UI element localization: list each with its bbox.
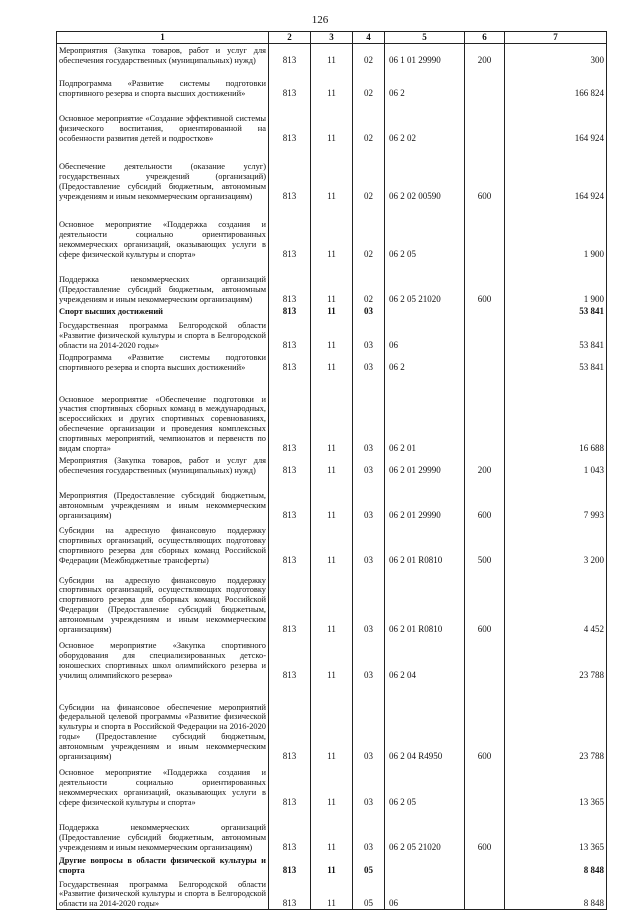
subsection-code: 03 xyxy=(353,305,385,317)
column-header: 4 xyxy=(353,32,385,44)
column-header: 5 xyxy=(385,32,465,44)
table-row xyxy=(57,373,607,454)
admin-code: 813 xyxy=(269,305,311,317)
expense-type-code xyxy=(465,305,505,317)
target-article-code: 06 2 04 R4950 xyxy=(385,681,465,762)
table-row xyxy=(57,681,607,762)
row-name: Поддержка некоммерческих организаций (Предоставление субсидий бюджетным, автономным учреждениям и иным некоммерческим организациям) xyxy=(57,260,269,305)
expense-type-code: 200 xyxy=(465,454,505,476)
amount: 53 841 xyxy=(505,305,607,317)
row-name: Субсидии на адресную финансовую поддержку спортивных организаций, осуществляющих подготовку спортивного резерва для сборных команд Российской Федерации (Предоставление субсидий бюджетным, автономным учреждениям и иным некоммерческим организациям) xyxy=(57,566,269,635)
subsection-code: 03 xyxy=(353,566,385,635)
row-name: Мероприятия (Предоставление субсидий бюджетным, автономным учреждениям и иным некоммерческим организациям) xyxy=(57,476,269,521)
column-number-row xyxy=(57,32,607,44)
column-header: 3 xyxy=(311,32,353,44)
section-code: 11 xyxy=(311,876,353,910)
section-code: 11 xyxy=(311,808,353,853)
section-code: 11 xyxy=(311,566,353,635)
admin-code: 813 xyxy=(269,44,311,66)
target-article-code: 06 2 05 xyxy=(385,202,465,260)
section-code: 11 xyxy=(311,202,353,260)
admin-code: 813 xyxy=(269,317,311,351)
table-row xyxy=(57,566,607,635)
table-row xyxy=(57,853,607,876)
target-article-code: 06 2 05 21020 xyxy=(385,260,465,305)
amount: 13 365 xyxy=(505,808,607,853)
table-row xyxy=(57,305,607,317)
row-name: Основное мероприятие «Закупка спортивного оборудования для специализированных детско-юношеских спортивных школ олимпийского резерва и училищ олимпийского резерва» xyxy=(57,635,269,681)
amount: 4 452 xyxy=(505,566,607,635)
section-code: 11 xyxy=(311,99,353,144)
subsection-code: 03 xyxy=(353,476,385,521)
expense-type-code: 600 xyxy=(465,681,505,762)
expense-type-code: 600 xyxy=(465,808,505,853)
row-name: Поддержка некоммерческих организаций (Предоставление субсидий бюджетным, автономным учреждениям и иным некоммерческим организациям) xyxy=(57,808,269,853)
amount: 8 848 xyxy=(505,876,607,910)
target-article-code: 06 2 xyxy=(385,66,465,99)
table-row xyxy=(57,99,607,144)
subsection-code: 03 xyxy=(353,808,385,853)
target-article-code: 06 2 05 xyxy=(385,762,465,808)
section-code: 11 xyxy=(311,681,353,762)
table-row xyxy=(57,476,607,521)
admin-code: 813 xyxy=(269,476,311,521)
admin-code: 813 xyxy=(269,144,311,202)
expense-type-code xyxy=(465,202,505,260)
target-article-code: 06 2 02 00590 xyxy=(385,144,465,202)
section-code: 11 xyxy=(311,317,353,351)
expense-type-code: 600 xyxy=(465,260,505,305)
amount: 1 043 xyxy=(505,454,607,476)
row-name: Подпрограмма «Развитие системы подготовки спортивного резерва и спорта высших достижений» xyxy=(57,351,269,373)
subsection-code: 02 xyxy=(353,144,385,202)
table-row xyxy=(57,260,607,305)
target-article-code: 06 2 01 29990 xyxy=(385,476,465,521)
row-name: Субсидии на финансовое обеспечение мероприятий федеральной целевой программы «Развитие физической культуры и спорта в Российской Федерации на 2016-2020 годы» (Предоставление субсидий бюджетным, автономным учреждениям и иным некоммерческим организациям) xyxy=(57,681,269,762)
target-article-code: 06 1 01 29990 xyxy=(385,44,465,66)
expense-type-code xyxy=(465,317,505,351)
admin-code: 813 xyxy=(269,260,311,305)
table-row xyxy=(57,454,607,476)
admin-code: 813 xyxy=(269,521,311,566)
expense-type-code: 500 xyxy=(465,521,505,566)
expense-type-code xyxy=(465,762,505,808)
target-article-code xyxy=(385,305,465,317)
section-code: 11 xyxy=(311,260,353,305)
target-article-code: 06 2 01 29990 xyxy=(385,454,465,476)
row-name: Основное мероприятие «Обеспечение подготовки и участия спортивных сборных команд в международных, всероссийских и других спортивных соревнованиях, обеспечение организации и проведения комплексных спортивных мероприятий, чемпионатов и первенств по видам спорта» xyxy=(57,373,269,454)
column-header: 6 xyxy=(465,32,505,44)
row-name: Другие вопросы в области физической культуры и спорта xyxy=(57,853,269,876)
row-name: Мероприятия (Закупка товаров, работ и услуг для обеспечения государственных (муниципальных) нужд) xyxy=(57,454,269,476)
admin-code: 813 xyxy=(269,635,311,681)
table-row xyxy=(57,144,607,202)
admin-code: 813 xyxy=(269,202,311,260)
admin-code: 813 xyxy=(269,876,311,910)
subsection-code: 03 xyxy=(353,454,385,476)
amount: 1 900 xyxy=(505,202,607,260)
row-name: Основное мероприятие «Поддержка создания и деятельности социально ориентированных некоммерческих организаций, оказывающих услуги в сфере физической культуры и спорта» xyxy=(57,202,269,260)
subsection-code: 03 xyxy=(353,681,385,762)
expense-type-code: 600 xyxy=(465,566,505,635)
target-article-code: 06 2 04 xyxy=(385,635,465,681)
amount: 13 365 xyxy=(505,762,607,808)
admin-code: 813 xyxy=(269,566,311,635)
budget-table xyxy=(56,31,607,910)
target-article-code: 06 xyxy=(385,876,465,910)
target-article-code: 06 2 01 R0810 xyxy=(385,566,465,635)
subsection-code: 03 xyxy=(353,762,385,808)
amount: 53 841 xyxy=(505,317,607,351)
amount: 23 788 xyxy=(505,635,607,681)
expense-type-code xyxy=(465,876,505,910)
row-name: Подпрограмма «Развитие системы подготовки спортивного резерва и спорта высших достижений» xyxy=(57,66,269,99)
section-code: 11 xyxy=(311,351,353,373)
amount: 164 924 xyxy=(505,144,607,202)
subsection-code: 02 xyxy=(353,99,385,144)
admin-code: 813 xyxy=(269,762,311,808)
admin-code: 813 xyxy=(269,681,311,762)
table-row xyxy=(57,762,607,808)
table-row xyxy=(57,66,607,99)
section-code: 11 xyxy=(311,762,353,808)
expense-type-code: 600 xyxy=(465,144,505,202)
section-code: 11 xyxy=(311,66,353,99)
table-row xyxy=(57,44,607,66)
amount: 7 993 xyxy=(505,476,607,521)
amount: 1 900 xyxy=(505,260,607,305)
row-name: Государственная программа Белгородской области «Развитие физической культуры и спорта в Белгородской области на 2014-2020 годы» xyxy=(57,317,269,351)
admin-code: 813 xyxy=(269,853,311,876)
target-article-code: 06 2 xyxy=(385,351,465,373)
page-number: 126 xyxy=(311,14,329,26)
subsection-code: 03 xyxy=(353,317,385,351)
subsection-code: 05 xyxy=(353,853,385,876)
expense-type-code xyxy=(465,373,505,454)
row-name: Субсидии на адресную финансовую поддержку спортивных организаций, осуществляющих подготовку спортивного резерва для сборных команд Российской Федерации (Межбюджетные трансферты) xyxy=(57,521,269,566)
section-code: 11 xyxy=(311,373,353,454)
admin-code: 813 xyxy=(269,99,311,144)
amount: 300 xyxy=(505,44,607,66)
target-article-code xyxy=(385,853,465,876)
table-row xyxy=(57,876,607,910)
admin-code: 813 xyxy=(269,454,311,476)
table-row xyxy=(57,635,607,681)
subsection-code: 03 xyxy=(353,521,385,566)
amount: 166 824 xyxy=(505,66,607,99)
admin-code: 813 xyxy=(269,351,311,373)
section-code: 11 xyxy=(311,454,353,476)
row-name: Мероприятия (Закупка товаров, работ и услуг для обеспечения государственных (муниципальных) нужд) xyxy=(57,44,269,66)
amount: 3 200 xyxy=(505,521,607,566)
subsection-code: 02 xyxy=(353,66,385,99)
subsection-code: 03 xyxy=(353,635,385,681)
section-code: 11 xyxy=(311,635,353,681)
row-name: Основное мероприятие «Создание эффективной системы физического воспитания, ориентированной на особенности развития детей и подростков» xyxy=(57,99,269,144)
row-name: Государственная программа Белгородской области «Развитие физической культуры и спорта в Белгородской области на 2014-2020 годы» xyxy=(57,876,269,910)
section-code: 11 xyxy=(311,853,353,876)
subsection-code: 03 xyxy=(353,351,385,373)
table-row xyxy=(57,808,607,853)
expense-type-code xyxy=(465,635,505,681)
expense-type-code xyxy=(465,853,505,876)
row-name: Спорт высших достижений xyxy=(57,305,269,317)
expense-type-code xyxy=(465,351,505,373)
amount: 16 688 xyxy=(505,373,607,454)
subsection-code: 05 xyxy=(353,876,385,910)
column-header: 2 xyxy=(269,32,311,44)
admin-code: 813 xyxy=(269,373,311,454)
table-row xyxy=(57,202,607,260)
expense-type-code: 600 xyxy=(465,476,505,521)
table-row xyxy=(57,317,607,351)
section-code: 11 xyxy=(311,476,353,521)
amount: 23 788 xyxy=(505,681,607,762)
section-code: 11 xyxy=(311,305,353,317)
column-header: 7 xyxy=(505,32,607,44)
table-row xyxy=(57,521,607,566)
subsection-code: 02 xyxy=(353,260,385,305)
section-code: 11 xyxy=(311,44,353,66)
subsection-code: 03 xyxy=(353,373,385,454)
target-article-code: 06 2 02 xyxy=(385,99,465,144)
target-article-code: 06 xyxy=(385,317,465,351)
target-article-code: 06 2 05 21020 xyxy=(385,808,465,853)
column-header: 1 xyxy=(57,32,269,44)
expense-type-code xyxy=(465,99,505,144)
subsection-code: 02 xyxy=(353,44,385,66)
row-name: Обеспечение деятельности (оказание услуг) государственных учреждений (организаций) (Предоставление субсидий бюджетным, автономным учреждениям и иным некоммерческим организациям) xyxy=(57,144,269,202)
table-row xyxy=(57,351,607,373)
amount: 53 841 xyxy=(505,351,607,373)
subsection-code: 02 xyxy=(353,202,385,260)
amount: 164 924 xyxy=(505,99,607,144)
amount: 8 848 xyxy=(505,853,607,876)
admin-code: 813 xyxy=(269,66,311,99)
target-article-code: 06 2 01 xyxy=(385,373,465,454)
row-name: Основное мероприятие «Поддержка создания и деятельности социально ориентированных некоммерческих организаций, оказывающих услуги в сфере физической культуры и спорта» xyxy=(57,762,269,808)
section-code: 11 xyxy=(311,144,353,202)
admin-code: 813 xyxy=(269,808,311,853)
section-code: 11 xyxy=(311,521,353,566)
expense-type-code: 200 xyxy=(465,44,505,66)
target-article-code: 06 2 01 R0810 xyxy=(385,521,465,566)
expense-type-code xyxy=(465,66,505,99)
